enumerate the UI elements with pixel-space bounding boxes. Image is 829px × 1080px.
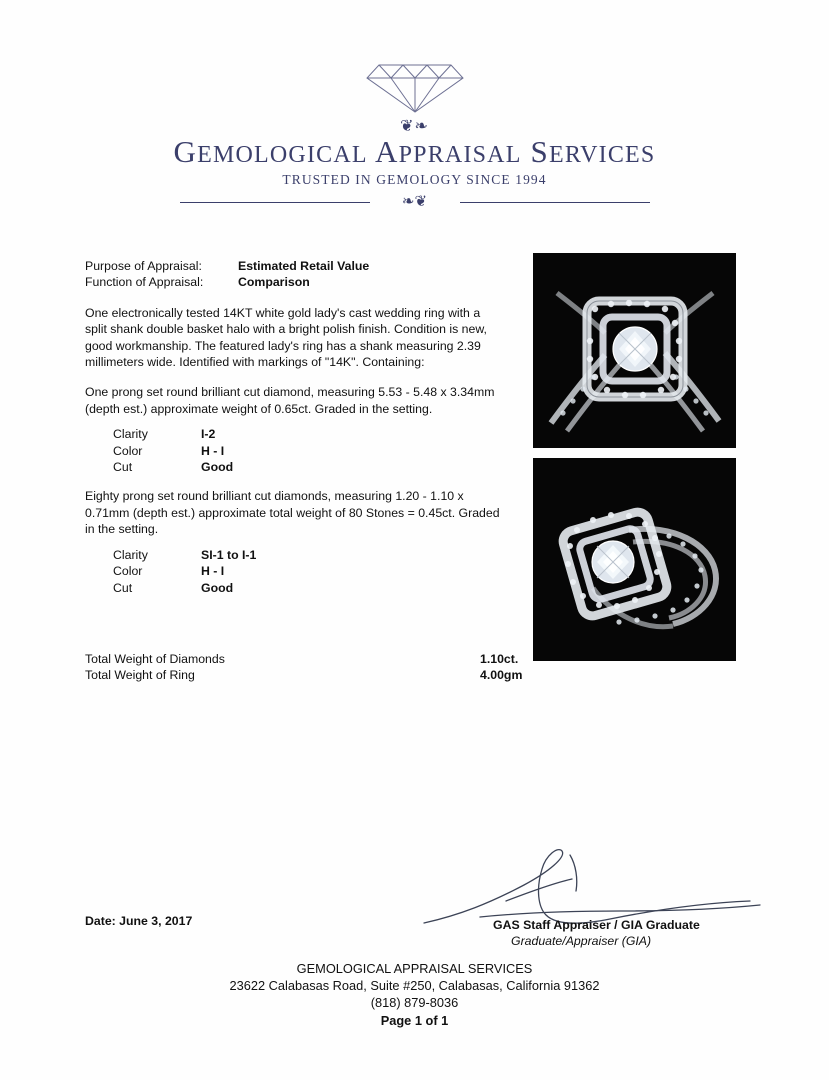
spec-key: Cut — [113, 460, 133, 475]
total-weight-diamonds-label: Total Weight of Diamonds — [85, 652, 225, 666]
document-footer — [0, 960, 829, 1029]
spec-value: H - I — [201, 564, 225, 579]
appraiser-title: GAS Staff Appraiser / GIA Graduate — [493, 918, 700, 932]
center-stone-description: One prong set round brilliant cut diamond, measuring 5.53 - 5.48 x 3.34mm (depth est.) approximate weight of 0.65ct. Graded in the setting. — [85, 385, 495, 416]
footer-page-number: Page 1 of 1 — [380, 1013, 449, 1028]
purpose-value: Estimated Retail Value — [238, 259, 370, 273]
spec-value: H - I — [201, 443, 225, 458]
total-weight-ring-row — [85, 667, 545, 683]
purpose-label: Purpose of Appraisal: — [85, 259, 202, 273]
totals-block — [85, 651, 545, 684]
spec-row — [113, 443, 505, 459]
header-divider — [180, 195, 650, 211]
appraisal-body — [85, 258, 505, 596]
company-name: GEMOLOGICAL APPRAISAL SERVICES — [173, 134, 656, 169]
spec-key: Color — [113, 564, 143, 579]
footer-phone: (818) 879-8036 — [370, 995, 459, 1010]
diamond-icon — [361, 62, 469, 114]
function-value: Comparison — [238, 275, 310, 290]
function-label: Function of Appraisal: — [85, 275, 204, 290]
total-weight-ring-label: Total Weight of Ring — [85, 668, 195, 683]
item-description: One electronically tested 14KT white gold lady's cast wedding ring with a split shank double basket halo with a bright polish finish. Condition is new, good workmanship. The featured lady's ring has a shank measuring 2.39 millimeters wide. Identified with markings of "14K". Containing: — [85, 305, 487, 370]
ring-angled-view-photo — [533, 458, 736, 661]
spec-key: Clarity — [113, 547, 148, 562]
spec-value: Good — [201, 460, 234, 475]
spec-row — [113, 426, 505, 442]
spec-key: Color — [113, 443, 143, 458]
center-stone-specs — [113, 426, 505, 475]
spec-row — [113, 547, 505, 563]
flourish-top-ornament: ❦❧ — [400, 118, 429, 135]
function-row — [85, 274, 505, 290]
spec-row — [113, 563, 505, 579]
purpose-row — [85, 258, 505, 274]
total-weight-ring-value: 4.00gm — [480, 668, 523, 683]
spec-value: I-2 — [201, 427, 216, 442]
footer-address: 23622 Calabasas Road, Suite #250, Calabasas, California 91362 — [229, 978, 600, 993]
accent-stones-description: Eighty prong set round brilliant cut diamonds, measuring 1.20 - 1.10 x 0.71mm (depth est.) approximate total weight of 80 Stones = 0.45ct. Graded in the setting. — [85, 489, 500, 537]
spec-row — [113, 580, 505, 596]
spec-row — [113, 459, 505, 475]
footer-company: GEMOLOGICAL APPRAISAL SERVICES — [296, 961, 533, 976]
ring-top-view-photo — [533, 253, 736, 448]
spec-key: Cut — [113, 580, 133, 595]
document-header — [0, 62, 829, 211]
company-tagline: TRUSTED IN GEMOLOGY SINCE 1994 — [282, 172, 547, 187]
spec-value: SI-1 to I-1 — [201, 547, 257, 562]
spec-value: Good — [201, 580, 234, 595]
spec-key: Clarity — [113, 427, 148, 442]
appraisal-date: Date: June 3, 2017 — [85, 914, 193, 928]
appraiser-subtitle: Graduate/Appraiser (GIA) — [511, 934, 652, 948]
flourish-ornament: ❧❦ — [401, 194, 428, 210]
accent-stones-specs — [113, 547, 505, 596]
total-weight-diamonds-row — [85, 651, 545, 667]
total-weight-diamonds-value: 1.10ct. — [480, 652, 519, 666]
